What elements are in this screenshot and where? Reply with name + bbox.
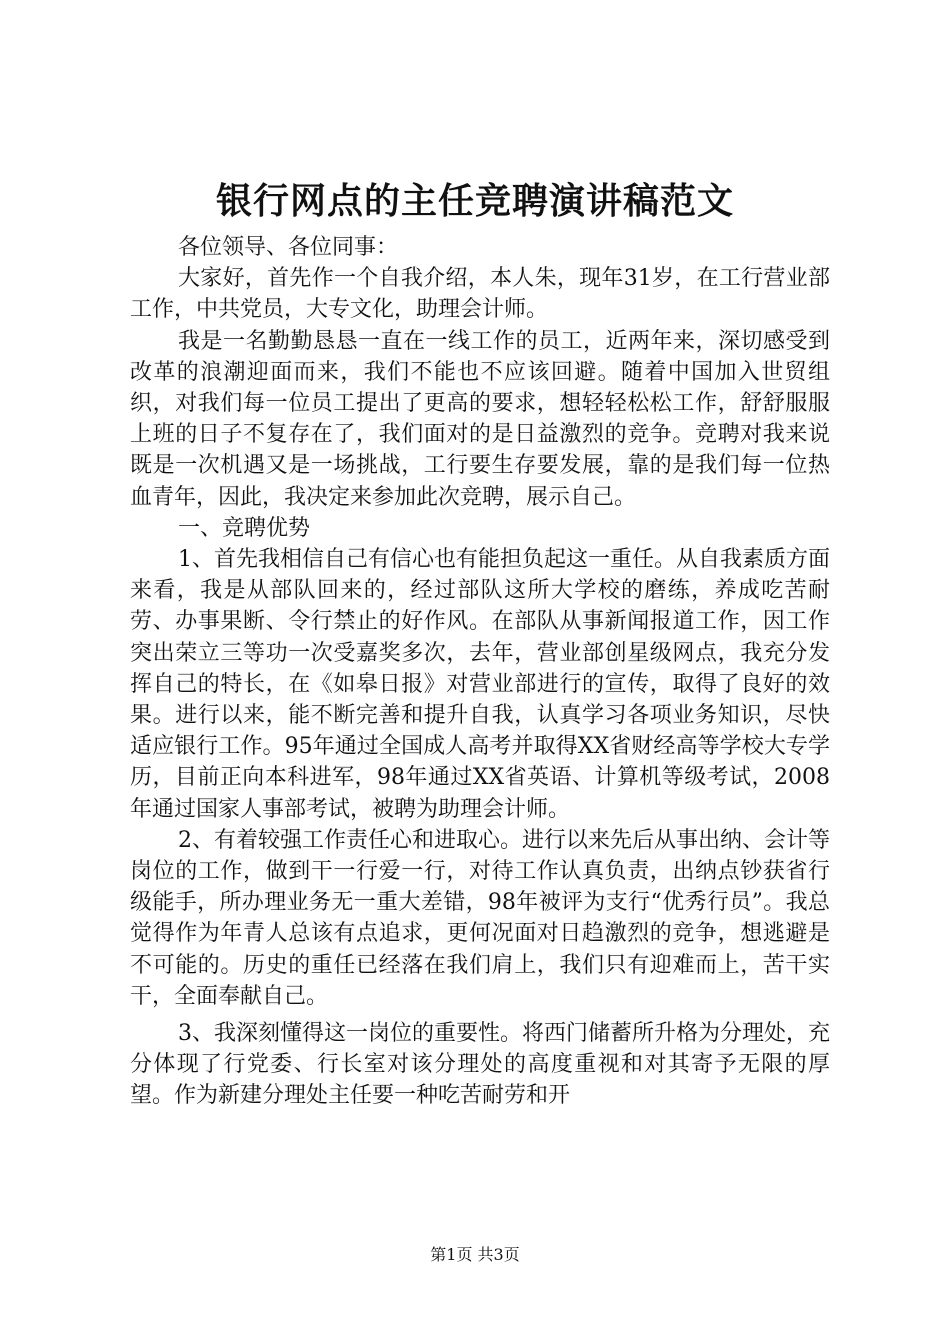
motivation-paragraph: 我是一名勤勤恳恳一直在一线工作的员工，近两年来，深切感受到改革的浪潮迎面而来，我们不能也不应该回避。随着中国加入世贸组织，对我们每一位员工提出了更高的要求，想轻轻松松工作，舒舒服服上班的日子不复存在了，我们面对的是日益激烈的竞争。竞聘对我来说既是一次机遇又是一场挑战，工行要生存要发展，靠的是我们每一位热血青年，因此，我决定来参加此次竞聘，展示自己。 [130,328,830,510]
greeting-paragraph: 各位领导、各位同事： [178,235,399,260]
advantage-paragraph-2: 2、有着较强工作责任心和进取心。进行以来先后从事出纳、会计等岗位的工作，做到干一行爱一行，对待工作认真负责，出纳点钞获省行级能手，所办理业务无一重大差错，98年被评为支行“优秀行员”。我总觉得作为年青人总该有点追求，更何况面对日趋激烈的竞争，想逃避是不可能的。历史的重任已经落在我们肩上，我们只有迎难而上，苦干实干，全面奉献自己。 [130,827,830,1009]
page-number-footer: 第1页 共3页 [430,1245,520,1264]
introduction-paragraph: 大家好，首先作一个自我介绍，本人朱，现年31岁，在工行营业部工作，中共党员，大专文化，助理会计师。 [130,266,830,323]
document-title: 银行网点的主任竞聘演讲稿范文 [215,181,734,222]
advantage-paragraph-1: 1、首先我相信自己有信心也有能担负起这一重任。从自我素质方面来看，我是从部队回来的，经过部队这所大学校的磨练，养成吃苦耐劳、办事果断、令行禁止的好作风。在部队从事新闻报道工作，因工作突出荣立三等功一次受嘉奖多次，去年，营业部创星级网点，我充分发挥自己的特长，在《如皋日报》对营业部进行的宣传，取得了良好的效果。进行以来，能不断完善和提升自我，认真学习各项业务知识，尽快适应银行工作。95年通过全国成人高考并取得XX省财经高等学校大专学历，目前正向本科进军，98年通过XX省英语、计算机等级考试，2008年通过国家人事部考试，被聘为助理会计师。 [130,547,830,822]
document-body [130,232,830,1112]
advantage-paragraph-3: 3、我深刻懂得这一岗位的重要性。将西门储蓄所升格为分理处，充分体现了行党委、行长室对该分理处的高度重视和对其寄予无限的厚望。作为新建分理处主任要一种吃苦耐劳和开 [130,1021,830,1109]
section-heading: 一、竞聘优势 [178,515,311,541]
